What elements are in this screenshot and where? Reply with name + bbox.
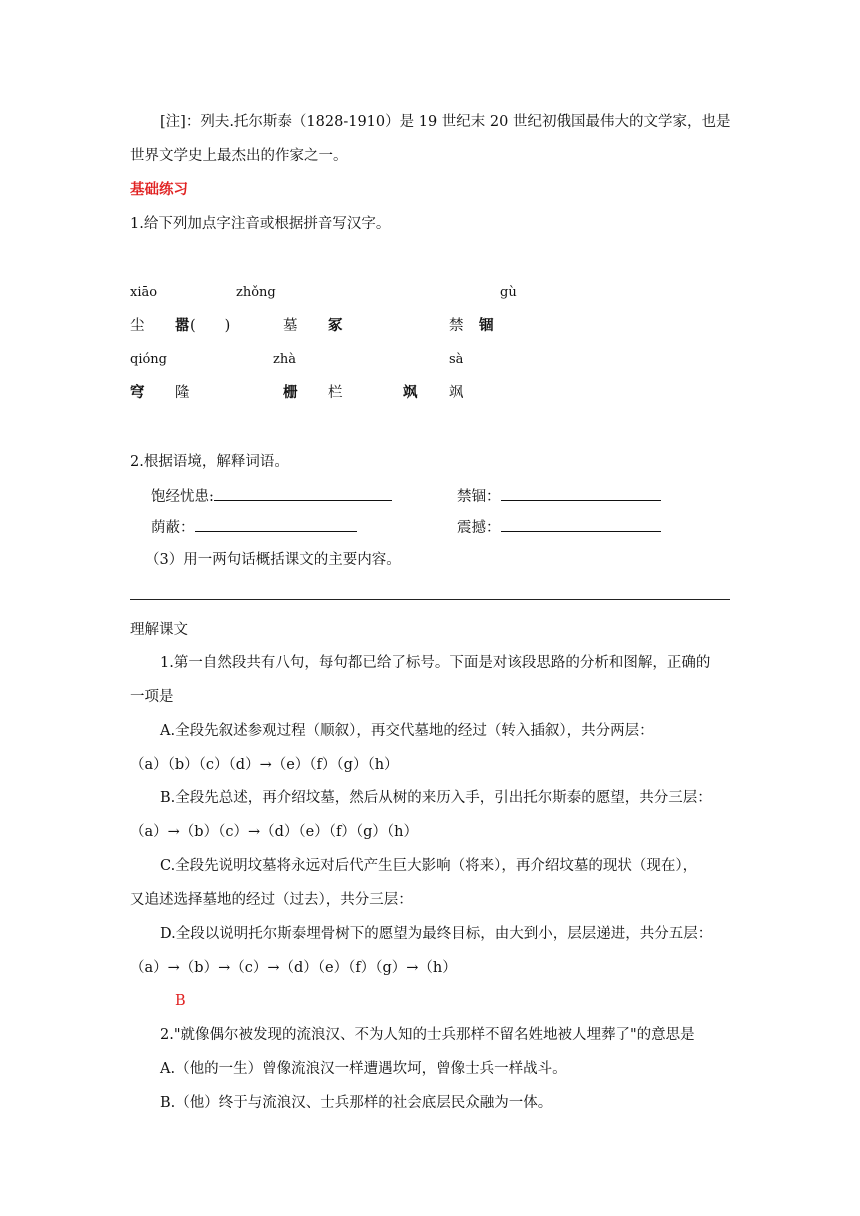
char-qiong: 穹: [130, 384, 145, 401]
option-d-line-2: （a）→（b）→（c）→（d）（e）（f）（g）→（h）: [130, 960, 457, 976]
char-mu: 墓: [283, 318, 298, 334]
char-jin: 禁: [449, 318, 464, 334]
question-1: 1.给下列加点字注音或根据拼音写汉字。: [130, 216, 391, 232]
pinyin-xiao: xiāo: [130, 285, 158, 300]
option-c-line-2: 又追述选择墓地的经过（过去），共分三层：: [130, 892, 413, 908]
char-gu: 锢: [479, 317, 494, 334]
answer-line: [501, 485, 661, 501]
char-zha: 栅: [283, 384, 298, 401]
u-question-2: 2."就像偶尔被发现的流浪汉、不为人知的士兵那样不留名姓地被人埋葬了"的意思是: [160, 1027, 695, 1043]
answer-blank: ( ): [190, 318, 231, 334]
term-label: 饱经忧患:: [151, 489, 214, 505]
u-question-1-line-2: 一项是: [130, 689, 174, 705]
option-b-line-1: B.全段先总述，再介绍坟墓，然后从树的来历入手，引出托尔斯泰的愿望，共分三层：: [160, 790, 712, 806]
char-chen: 尘: [130, 318, 145, 334]
pinyin-qiong: qióng: [130, 352, 168, 367]
note-line-1: [注]：列夫.托尔斯泰（1828-1910）是 19 世纪末 20 世纪初俄国最伟大的文学家，也是: [160, 114, 731, 130]
q2-option-a: A.（他的一生）曾像流浪汉一样遭遇坎坷，曾像士兵一样战斗。: [160, 1061, 567, 1077]
char-sa-2: 飒: [449, 385, 464, 401]
pinyin-zha: zhà: [273, 352, 296, 367]
option-a-line-1: A.全段先叙述参观过程（顺叙），再交代墓地的经过（转入插叙），共分两层：: [160, 723, 654, 739]
term-label: 震撼：: [457, 520, 501, 536]
note-line-2: 世界文学史上最杰出的作家之一。: [130, 148, 348, 164]
option-c-line-1: C.全段先说明坟墓将永远对后代产生巨大影响（将来），再介绍坟墓的现状（现在），: [160, 858, 698, 874]
question-2: 2.根据语境，解释词语。: [130, 454, 289, 470]
answer-line: [195, 516, 357, 532]
answer-line: [501, 516, 661, 532]
char-zhong: 冢: [328, 317, 343, 334]
answer-line: [214, 485, 392, 501]
term-baojing: [151, 485, 392, 507]
option-a-line-2: （a）（b）（c）（d）→（e）（f）（g）（h）: [130, 757, 399, 773]
section-heading-understand: 理解课文: [130, 622, 188, 638]
pinyin-sa: sà: [449, 352, 464, 367]
term-label: 荫蔽：: [151, 520, 195, 536]
u-question-1-line-1: 1.第一自然段共有八句，每句都已给了标号。下面是对该段思路的分析和图解，正确的: [160, 655, 711, 671]
answer-label: B: [175, 993, 186, 1009]
option-d-line-1: D.全段以说明托尔斯泰埋骨树下的愿望为最终目标，由大到小，层层递进，共分五层：: [160, 926, 713, 942]
pinyin-gu: gù: [500, 285, 517, 300]
option-b-line-2: （a）→（b）（c）→（d）（e）（f）（g）（h）: [130, 824, 418, 840]
q2-option-b: B.（他）终于与流浪汉、士兵那样的社会底层民众融为一体。: [160, 1095, 553, 1111]
term-jingu: [457, 485, 661, 507]
question-3: （3）用一两句话概括课文的主要内容。: [145, 552, 401, 568]
char-lan: 栏: [328, 385, 343, 401]
char-sa-1: 飒: [403, 384, 418, 401]
section-heading-basic: 基础练习: [130, 182, 188, 198]
char-long: 隆: [175, 385, 190, 401]
pinyin-zhong: zhǒng: [236, 285, 276, 300]
term-yinbi: [151, 516, 357, 538]
answer-rule: [130, 599, 730, 600]
char-xiao: 嚣: [175, 317, 190, 334]
term-label: 禁锢：: [457, 489, 501, 505]
term-zhenhan: [457, 516, 661, 538]
